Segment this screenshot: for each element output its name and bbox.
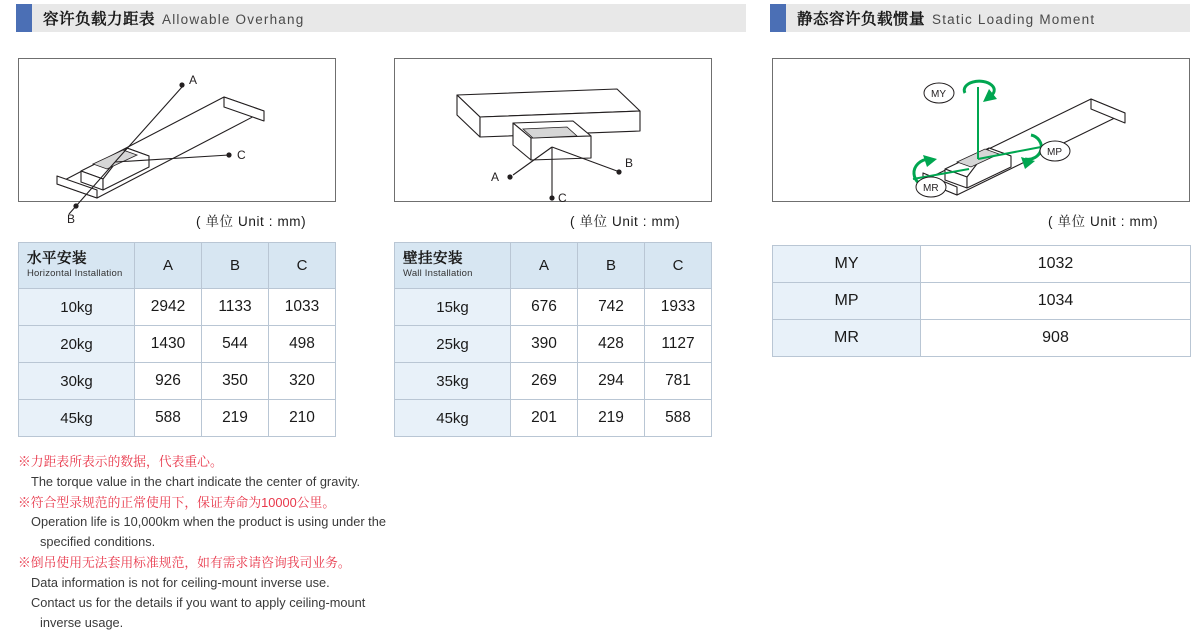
table-row (395, 363, 712, 400)
cell-b: 742 (578, 289, 645, 326)
cell-b: 1133 (202, 289, 269, 326)
cell-c: 1033 (269, 289, 336, 326)
row-label: 20kg (19, 326, 135, 363)
cell-my-value: 1032 (921, 246, 1191, 283)
cell-c: 588 (645, 400, 712, 437)
cell-c: 1933 (645, 289, 712, 326)
moment-label-mr: MR (923, 183, 939, 194)
moment-illustration (773, 59, 1189, 201)
table-header-label-en: Wall Installation (403, 268, 473, 280)
row-label: 30kg (19, 363, 135, 400)
cell-mp-value: 1034 (921, 283, 1191, 320)
table-header-row (395, 243, 712, 289)
table-horizontal-installation (18, 242, 336, 437)
footnote-3-en-line-3: inverse usage. (40, 614, 124, 630)
table-row (395, 326, 712, 363)
table-row (19, 363, 336, 400)
table-row (19, 400, 336, 437)
cell-a: 2942 (135, 289, 202, 326)
footnote-2-en-line-1: Operation life is 10,000km when the product is using under the (31, 514, 386, 530)
row-label: 35kg (395, 363, 511, 400)
cell-b: 294 (578, 363, 645, 400)
table-row (19, 326, 336, 363)
footnote-3 (18, 553, 488, 632)
table-header-label (19, 243, 135, 289)
cell-b: 544 (202, 326, 269, 363)
cell-b: 219 (578, 400, 645, 437)
figure-label-c: C (558, 191, 567, 205)
column-header-b: B (202, 243, 269, 289)
figure-wall-installation (394, 58, 712, 205)
table-header-label-cn: 壁挂安装 (403, 250, 463, 267)
table-header-row (19, 243, 336, 289)
footnote-1 (18, 452, 488, 492)
cell-c: 1127 (645, 326, 712, 363)
moment-label-my: MY (931, 89, 946, 100)
row-label-mp: MP (773, 283, 921, 320)
row-label: 45kg (395, 400, 511, 437)
cell-mr-value: 908 (921, 320, 1191, 357)
cell-a: 676 (511, 289, 578, 326)
cell-c: 320 (269, 363, 336, 400)
table-row (19, 289, 336, 326)
footnote-1-cn: ※力距表所表示的数据，代表重心。 (18, 454, 223, 469)
section-header-static-loading-moment (770, 4, 1190, 32)
cell-a: 588 (135, 400, 202, 437)
footnote-3-en-line-1: Data information is not for ceiling-mount inverse use. (31, 574, 330, 590)
figure-label-c: C (237, 148, 246, 162)
footnote-3-cn: ※倒吊使用无法套用标准规范，如有需求请咨询我司业务。 (18, 555, 351, 571)
cell-b: 428 (578, 326, 645, 363)
section-title-group (32, 7, 304, 29)
footnote-3-en-line-2: Contact us for the details if you want to apply ceiling-mount (31, 594, 366, 610)
table-static-loading-moment (772, 245, 1191, 357)
footnote-1-en-line-1: The torque value in the chart indicate the center of gravity. (31, 473, 361, 489)
cell-c: 781 (645, 363, 712, 400)
accent-bar (770, 4, 786, 32)
row-label: 10kg (19, 289, 135, 326)
section-header-allowable-overhang (16, 4, 746, 32)
section-title-cn: 容许负载力距表 (43, 11, 156, 28)
column-header-a: A (511, 243, 578, 289)
table-wall-installation (394, 242, 712, 437)
cell-c: 498 (269, 326, 336, 363)
table-header-label (395, 243, 511, 289)
unit-note-horizontal: ( 单位 Unit : mm) (196, 214, 307, 229)
footnote-2-en-line-2: specified conditions. (40, 534, 156, 550)
figure-label-a: A (491, 170, 500, 184)
unit-note-wall: ( 单位 Unit : mm) (570, 214, 681, 229)
column-header-b: B (578, 243, 645, 289)
footnote-2-cn: ※符合型录规范的正常使用下，保证寿命为10000公里。 (18, 494, 336, 510)
column-header-c: C (645, 243, 712, 289)
table-row (773, 246, 1191, 283)
section-title-cn: 静态容许负载惯量 (797, 11, 926, 28)
cell-b: 350 (202, 363, 269, 400)
cell-c: 210 (269, 400, 336, 437)
cell-b: 219 (202, 400, 269, 437)
footnote-2 (18, 493, 488, 552)
row-label-mr: MR (773, 320, 921, 357)
figure-label-b: B (67, 212, 76, 226)
table-header-label-en: Horizontal Installation (27, 268, 123, 280)
unit-note-moment: ( 单位 Unit : mm) (1048, 214, 1159, 229)
section-title-en: Allowable Overhang (162, 12, 305, 27)
section-title-group (786, 7, 1095, 29)
table-row (773, 283, 1191, 320)
column-header-c: C (269, 243, 336, 289)
cell-a: 201 (511, 400, 578, 437)
figure-static-loading-moment (772, 58, 1190, 202)
table-row (773, 320, 1191, 357)
table-header-label-cn: 水平安装 (27, 250, 87, 267)
row-label: 15kg (395, 289, 511, 326)
section-title-en: Static Loading Moment (932, 12, 1096, 27)
wall-actuator-illustration (395, 59, 711, 205)
footnotes (18, 452, 488, 633)
table-row (395, 400, 712, 437)
cell-a: 1430 (135, 326, 202, 363)
column-header-a: A (135, 243, 202, 289)
row-label-my: MY (773, 246, 921, 283)
figure-label-a: A (189, 73, 198, 87)
figure-label-b: B (625, 156, 634, 170)
moment-label-mp: MP (1047, 147, 1062, 158)
cell-a: 390 (511, 326, 578, 363)
cell-a: 926 (135, 363, 202, 400)
table-row (395, 289, 712, 326)
row-label: 25kg (395, 326, 511, 363)
row-label: 45kg (19, 400, 135, 437)
accent-bar (16, 4, 32, 32)
cell-a: 269 (511, 363, 578, 400)
